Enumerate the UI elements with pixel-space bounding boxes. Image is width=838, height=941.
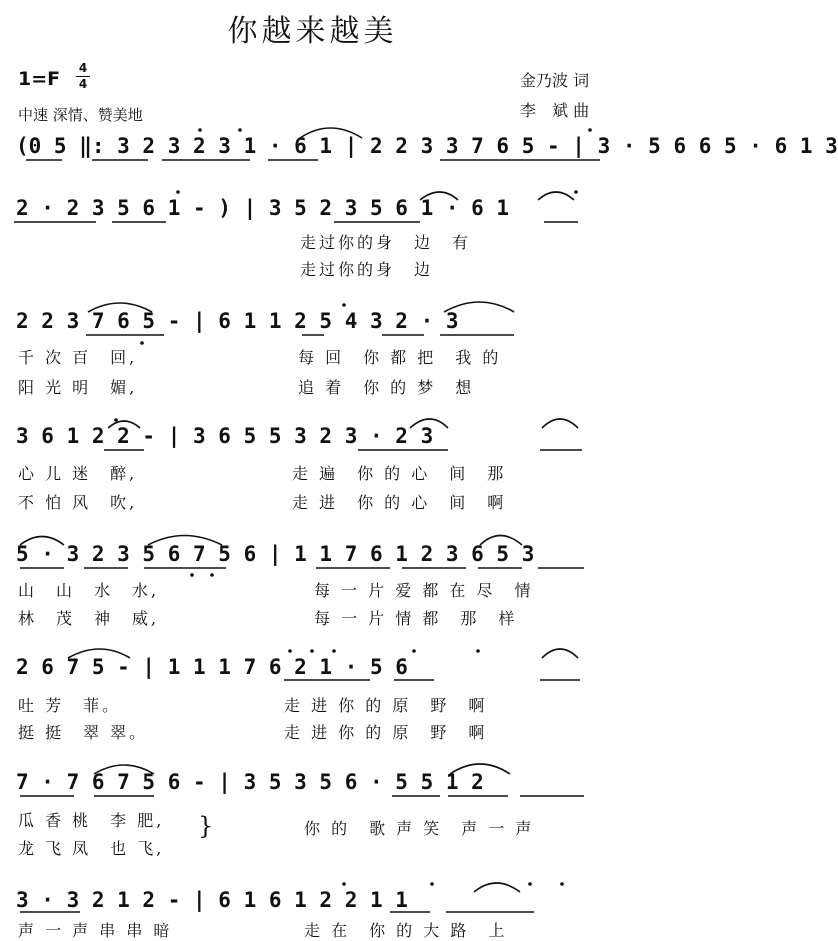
slur-mark <box>538 192 574 200</box>
lyric-row-6-left-verse-2: 挺 挺 翠 翠。 <box>18 723 149 742</box>
notation-row-2: 2 · 2 3 5 6 1 - ) | 3 5 2 3 5 6 1 · 6 1 <box>16 196 510 220</box>
octave-dot <box>412 649 416 653</box>
slur-mark <box>542 419 578 428</box>
lyric-row-7-right: 你 的 歌 声 笑 声 一 声 <box>304 819 535 838</box>
lyricist-credit: 金乃波 词 <box>520 71 590 90</box>
octave-dot <box>114 418 118 422</box>
composer-credit: 李 斌 曲 <box>520 101 590 120</box>
lyric-row-3-left-verse-1: 千 次 百 回, <box>18 348 138 367</box>
lyric-row-5-left-verse-2: 林 茂 神 威, <box>18 609 160 628</box>
octave-dot <box>288 649 292 653</box>
octave-dot <box>332 649 336 653</box>
lyric-row-8-right: 走 在 你 的 大 路 上 <box>304 921 508 940</box>
octave-dot <box>574 190 578 194</box>
slur-mark <box>148 536 222 546</box>
notation-row-7: 7 · 7 6 7 5 6 - | 3 5 3 5 6 · 5 5 1 2 <box>16 770 484 794</box>
lyric-row-7-left-verse-1: 瓜 香 桃 李 肥, <box>18 811 165 830</box>
lyric-row-4-right-verse-2: 走 进 你 的 心 间 啊 <box>292 493 507 512</box>
lyric-row-3-left-verse-2: 阳 光 明 媚, <box>18 378 138 397</box>
slur-mark <box>94 765 154 774</box>
slur-mark <box>410 419 448 428</box>
slur-mark <box>542 649 578 658</box>
slur-mark <box>88 303 152 312</box>
slur-mark <box>480 536 522 546</box>
notation-row-5: 5 · 3 2 3 5 6 7 5 6 | 1 1 7 6 1 2 3 6 5 3 <box>16 542 535 566</box>
slur-mark <box>450 764 510 774</box>
slur-mark <box>68 649 130 658</box>
song-title: 你越来越美 <box>227 14 398 49</box>
notation-row-3: 2 2 3 7 6 5 - | 6 1 1 2 5 4 3 2 · 3 <box>16 309 459 333</box>
lyric-row-5-left-verse-1: 山 山 水 水, <box>18 581 160 600</box>
lyric-row-4-left-verse-2: 不 怕 风 吹, <box>18 493 138 512</box>
lyric-row-6-left-verse-1: 吐 芳 菲。 <box>18 696 122 715</box>
notation-row-1: (0 5 ‖: 3 2 3 2 3 1 · 6 1 | 2 2 3 3 7 6 5 - | 3 · 5 6 6 5 · 6 1 3 <box>16 134 838 158</box>
slur-mark <box>474 883 520 892</box>
key-signature: 1=F <box>18 68 61 90</box>
lyric-row-7-left-verse-2: 龙 飞 凤 也 飞, <box>18 839 165 858</box>
low-octave-dot <box>190 573 194 577</box>
lyric-row-5-right-verse-1: 每 一 片 爱 都 在 尽 情 <box>314 581 534 600</box>
octave-dot <box>238 128 242 132</box>
slur-mark <box>20 537 64 546</box>
notation-row-6: 2 6 7 5 - | 1 1 1 7 6 2 1 · 5 6 <box>16 655 408 679</box>
slur-mark <box>420 192 458 200</box>
time-signature-bottom: 4 <box>78 77 88 91</box>
lyric-row-3-right-verse-1: 每 回 你 都 把 我 的 <box>298 348 502 367</box>
notation-row-4: 3 6 1 2 2 - | 3 6 5 5 3 2 3 · 2 3 <box>16 424 434 448</box>
octave-dot <box>198 128 202 132</box>
slur-mark <box>444 302 514 312</box>
low-octave-dot <box>210 573 214 577</box>
octave-dot <box>430 882 434 886</box>
octave-dot <box>528 882 532 886</box>
lyric-row-2-verse-2: 走过你的身 边 <box>300 260 434 279</box>
octave-dot <box>310 649 314 653</box>
lyric-row-4-right-verse-1: 走 遍 你 的 心 间 那 <box>292 464 507 483</box>
octave-dot <box>476 649 480 653</box>
octave-dot <box>560 882 564 886</box>
lyric-row-5-right-verse-2: 每 一 片 情 都 那 样 <box>314 609 518 628</box>
tempo-marking: 中速 深情、赞美地 <box>18 106 143 124</box>
lyric-row-4-left-verse-1: 心 儿 迷 醉, <box>18 464 138 483</box>
low-octave-dot <box>140 341 144 345</box>
lyric-row-6-right-verse-2: 走 进 你 的 原 野 啊 <box>284 723 488 742</box>
notation-row-8: 3 · 3 2 1 2 - | 6 1 6 1 2 2 1 1 <box>16 888 408 912</box>
verse-brace: } <box>198 812 214 840</box>
octave-dot <box>342 882 346 886</box>
slur-mark <box>108 421 140 428</box>
lyric-row-6-right-verse-1: 走 进 你 的 原 野 啊 <box>284 696 488 715</box>
octave-dot <box>588 128 592 132</box>
time-signature-top: 4 <box>78 61 88 75</box>
octave-dot <box>176 190 180 194</box>
lyric-row-2-verse-1: 走过你的身 边 有 <box>300 233 472 252</box>
slur-mark <box>300 128 362 138</box>
octave-dot <box>342 303 346 307</box>
lyric-row-3-right-verse-2: 追 着 你 的 梦 想 <box>298 378 475 397</box>
lyric-row-8-left: 声 一 声 串 串 暗 <box>18 921 173 940</box>
